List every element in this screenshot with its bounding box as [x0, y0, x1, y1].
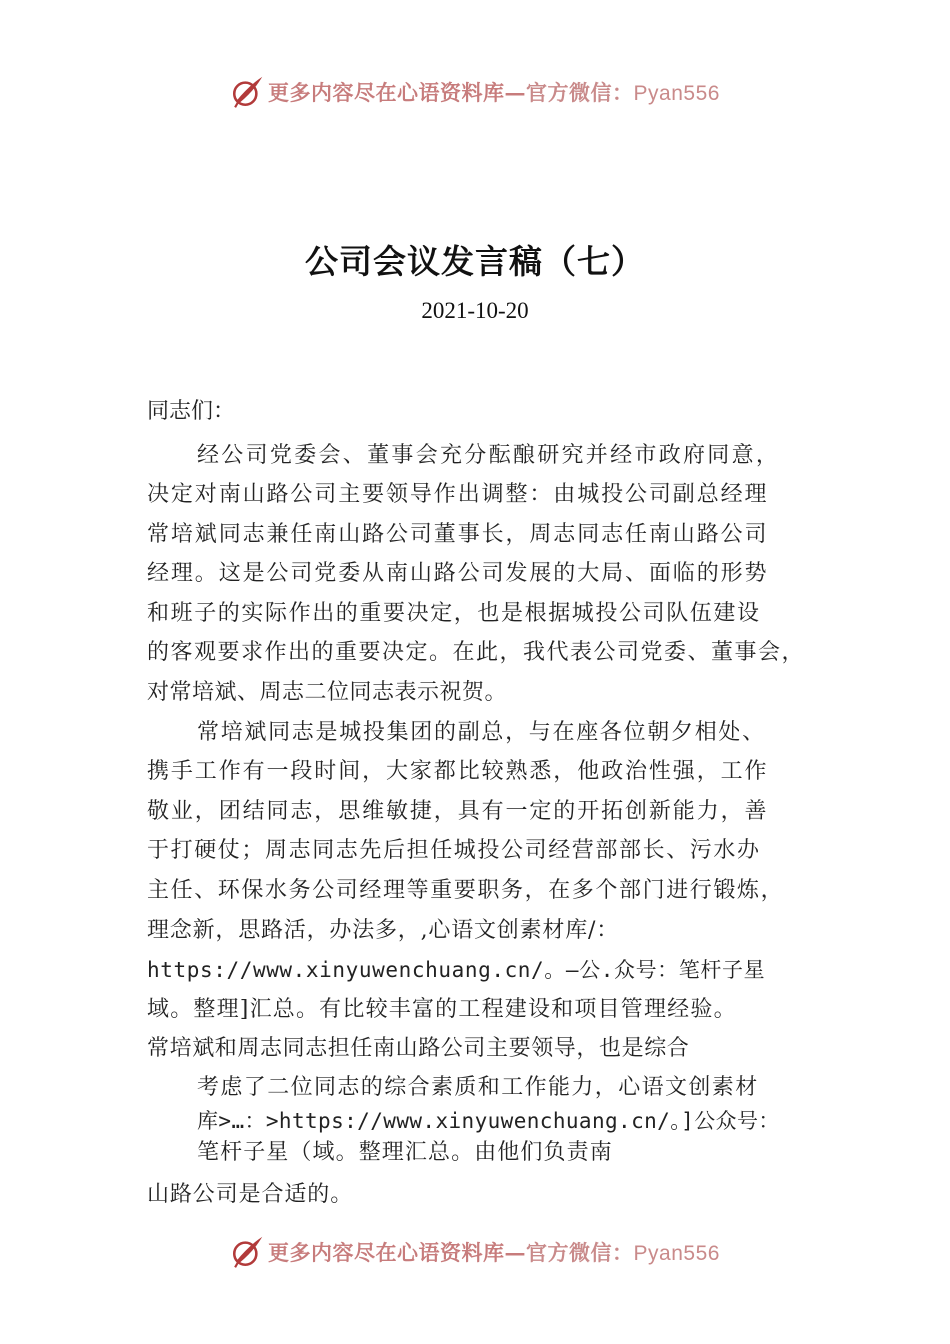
body-line: 主任、环保水务公司经理等重要职务，在多个部门进行锻炼，: [147, 878, 785, 903]
watermark-main-text: 更多内容尽在心语资料库—: [268, 80, 527, 105]
body-line: 携手工作有一段时间，大家都比较熟悉，他政治性强，工作: [147, 759, 769, 784]
body-line: 库>…：>https://www.xinyuwenchuang.cn/。]公众号：: [197, 1109, 780, 1133]
body-line: 经理。这是公司党委从南山路公司发展的大局、面临的形势: [147, 561, 769, 586]
watermark-wechat-id: Pyan556: [633, 1242, 720, 1265]
salutation: 同志们：: [147, 399, 236, 424]
body-line: 常培斌和周志同志担任南山路公司主要领导，也是综合: [147, 1036, 690, 1061]
body-line: 于打硬仗；周志同志先后担任城投公司经营部部长、污水办: [147, 838, 761, 863]
body-line: 敬业，团结同志，思维敏捷，具有一定的开拓创新能力，善: [147, 799, 769, 824]
quill-logo-icon: [230, 75, 264, 109]
document-title: 公司会议发言稿（七）: [305, 242, 645, 281]
body-line: 域。整理]汇总。有比较丰富的工程建设和项目管理经验。: [147, 997, 737, 1022]
watermark-wechat-id: Pyan556: [633, 82, 720, 105]
quill-logo-icon: [230, 1235, 264, 1269]
watermark-wechat-label: 官方微信：: [526, 1240, 634, 1265]
body-line: 常培斌同志兼任南山路公司董事长，周志同志任南山路公司: [147, 522, 769, 547]
header-watermark: [0, 70, 950, 114]
document-date: 2021-10-20: [421, 298, 529, 323]
body-line: 常培斌同志是城投集团的副总，与在座各位朝夕相处、: [197, 720, 766, 745]
body-line: 和班子的实际作出的重要决定，也是根据城投公司队伍建设: [147, 601, 761, 626]
body-line: 决定对南山路公司主要领导作出调整：由城投公司副总经理: [147, 482, 769, 507]
body-line: 笔杆子星（域。整理汇总。由他们负责南: [197, 1140, 613, 1165]
body-line: https://www.xinyuwenchuang.cn/。—公.众号：笔杆子星: [147, 958, 766, 982]
watermark-wechat-label: 官方微信：: [526, 80, 634, 105]
body-line: 山路公司是合适的。: [147, 1182, 354, 1207]
footer-watermark: [0, 1230, 950, 1274]
body-line: 对常培斌、周志二位同志表示祝贺。: [147, 680, 508, 705]
body-line: 理念新，思路活，办法多，,心语文创素材库/：: [147, 918, 620, 943]
watermark-main-text: 更多内容尽在心语资料库—: [268, 1240, 527, 1265]
body-line: 考虑了二位同志的综合素质和工作能力，心语文创素材: [197, 1075, 759, 1100]
body-line: 经公司党委会、董事会充分酝酿研究并经市政府同意，: [197, 443, 781, 468]
body-line: 的客观要求作出的重要决定。在此，我代表公司党委、董事会，: [147, 640, 806, 665]
